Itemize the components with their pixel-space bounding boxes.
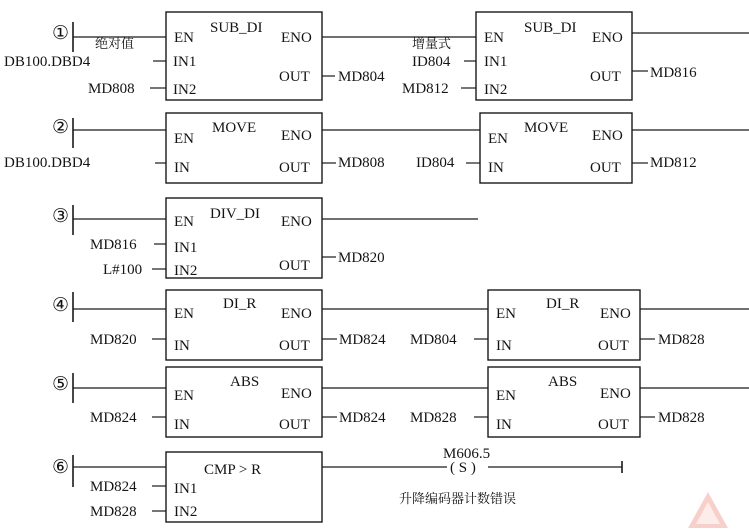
in-pin: IN: [174, 417, 190, 433]
out-operand: MD828: [658, 410, 705, 426]
block-title: SUB_DI: [524, 20, 577, 36]
out-pin: OUT: [590, 69, 621, 85]
network-number: ④: [52, 295, 70, 316]
in2-pin: IN2: [174, 263, 198, 279]
in1-operand: MD816: [90, 237, 137, 253]
abs-block-1[interactable]: [166, 367, 322, 437]
cmp-r-block[interactable]: [166, 452, 322, 522]
network-1: [4, 12, 749, 100]
block-title: DIV_DI: [210, 206, 260, 222]
set-coil-symbol: ( S ): [450, 460, 476, 476]
in-pin: IN: [496, 417, 512, 433]
out-operand: MD824: [339, 410, 386, 426]
eno-pin: ENO: [600, 306, 631, 322]
in2-operand: MD808: [88, 81, 135, 97]
abs-block-2[interactable]: [488, 367, 640, 437]
block-title: DI_R: [223, 296, 257, 312]
move-block-1[interactable]: [166, 113, 322, 183]
eno-pin: ENO: [281, 30, 312, 46]
network-number: ②: [52, 117, 70, 138]
sub-di-block-2[interactable]: [476, 12, 632, 100]
in-pin: IN: [174, 160, 190, 176]
en-pin: EN: [174, 214, 194, 230]
block-title: SUB_DI: [210, 20, 263, 36]
eno-pin: ENO: [592, 30, 623, 46]
move-block-2[interactable]: [480, 113, 632, 183]
network-number: ⑥: [52, 457, 70, 478]
en-pin: EN: [484, 30, 504, 46]
watermark-logo: [688, 492, 728, 528]
input-comment: 增量式: [412, 37, 452, 52]
out-operand: MD820: [338, 250, 385, 266]
in2-operand: MD828: [90, 504, 137, 520]
in2-pin: IN2: [174, 504, 198, 520]
block-title: MOVE: [212, 120, 257, 136]
in2-pin: IN2: [173, 82, 197, 98]
network-3: [52, 198, 478, 279]
in2-pin: IN2: [484, 82, 508, 98]
block-title: ABS: [230, 374, 260, 390]
en-pin: EN: [496, 388, 516, 404]
in1-pin: IN1: [174, 240, 198, 256]
in1-operand: DB100.DBD4: [4, 54, 91, 70]
di-r-block-2[interactable]: [488, 290, 640, 360]
en-pin: EN: [174, 30, 194, 46]
in-pin: IN: [488, 160, 504, 176]
en-pin: EN: [174, 131, 194, 147]
in1-pin: IN1: [484, 54, 508, 70]
eno-pin: ENO: [600, 386, 631, 402]
in1-pin: IN1: [174, 481, 198, 497]
block-title: ABS: [548, 374, 578, 390]
sub-di-block-1[interactable]: [166, 12, 322, 100]
network-2: [4, 113, 749, 183]
in-operand: MD820: [90, 332, 137, 348]
div-di-block[interactable]: [166, 198, 322, 279]
eno-pin: ENO: [281, 128, 312, 144]
out-operand: MD812: [650, 155, 697, 171]
coil-comment: 升降编码器计数错误: [399, 492, 517, 507]
network-4: [52, 290, 749, 360]
en-pin: EN: [488, 131, 508, 147]
block-title: MOVE: [524, 120, 569, 136]
out-pin: OUT: [598, 417, 629, 433]
network-number: ⑤: [52, 374, 70, 395]
eno-pin: ENO: [281, 306, 312, 322]
network-5: [52, 367, 749, 437]
in2-operand: MD812: [402, 81, 449, 97]
network-number: ③: [52, 206, 70, 227]
di-r-block-1[interactable]: [166, 290, 322, 360]
network-number: ①: [52, 23, 70, 44]
out-operand: MD816: [650, 65, 697, 81]
in1-operand: MD824: [90, 479, 137, 495]
out-pin: OUT: [279, 338, 310, 354]
in-operand: DB100.DBD4: [4, 155, 91, 171]
eno-pin: ENO: [281, 214, 312, 230]
out-pin: OUT: [279, 417, 310, 433]
out-pin: OUT: [279, 258, 310, 274]
en-pin: EN: [496, 306, 516, 322]
input-comment: 绝对值: [95, 37, 135, 52]
out-operand: MD828: [658, 332, 705, 348]
out-operand: MD824: [339, 332, 386, 348]
out-pin: OUT: [279, 160, 310, 176]
out-operand: MD808: [338, 155, 385, 171]
in-operand: MD824: [90, 410, 137, 426]
in2-operand: L#100: [103, 262, 143, 278]
eno-pin: ENO: [592, 128, 623, 144]
coil-address: M606.5: [443, 446, 491, 462]
in-pin: IN: [174, 338, 190, 354]
en-pin: EN: [174, 306, 194, 322]
eno-pin: ENO: [281, 386, 312, 402]
out-pin: OUT: [598, 338, 629, 354]
out-pin: OUT: [590, 160, 621, 176]
in-operand: ID804: [416, 155, 455, 171]
en-pin: EN: [174, 388, 194, 404]
network-6: [52, 446, 622, 522]
out-operand: MD804: [338, 69, 385, 85]
out-pin: OUT: [279, 69, 310, 85]
in1-operand: ID804: [412, 54, 451, 70]
block-title: CMP > R: [204, 462, 262, 478]
in1-pin: IN1: [173, 54, 197, 70]
in-operand: MD828: [410, 410, 457, 426]
in-operand: MD804: [410, 332, 457, 348]
set-coil[interactable]: [450, 460, 476, 476]
block-title: DI_R: [546, 296, 580, 312]
in-pin: IN: [496, 338, 512, 354]
